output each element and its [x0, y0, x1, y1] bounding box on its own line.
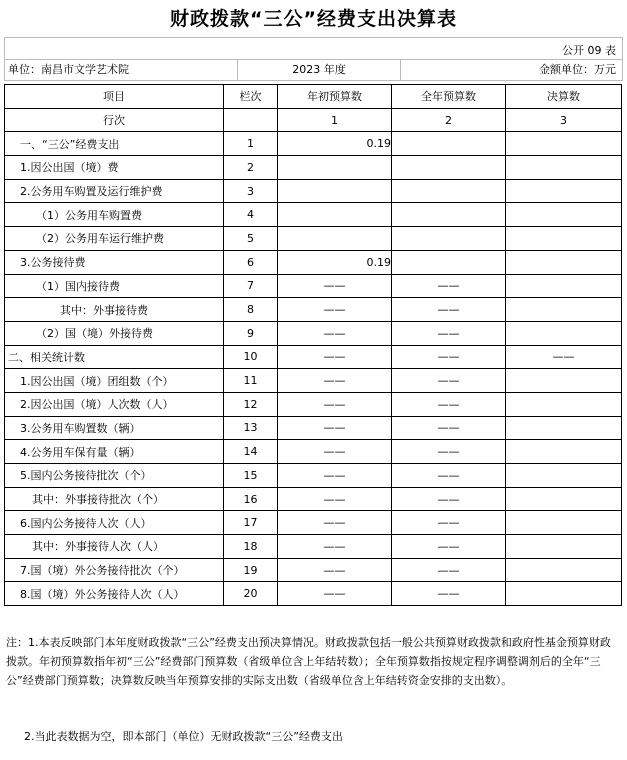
row-final-accounts — [506, 416, 622, 440]
row-budget-full-year — [392, 227, 506, 251]
header-final-accounts: 决算数 — [506, 85, 622, 109]
table-row — [5, 416, 622, 440]
row-final-accounts — [506, 203, 622, 227]
row-col-no: 14 — [224, 440, 278, 464]
unit-info-bar — [4, 59, 623, 81]
row-final-accounts — [506, 558, 622, 582]
row-item-label: 3.公务接待费 — [5, 250, 224, 274]
row-budget-initial: 0.19 — [278, 250, 392, 274]
row-item-label: 6.国内公务接待人次（人） — [5, 511, 224, 535]
header-budget-full-year: 全年预算数 — [392, 85, 506, 109]
row-item-label: （2）公务用车运行维护费 — [5, 227, 224, 251]
header-item: 项目 — [5, 85, 224, 109]
row-col-no: 12 — [224, 392, 278, 416]
unit-name: 单位：南昌市文学艺术院 — [5, 60, 238, 80]
row-budget-initial: —— — [278, 416, 392, 440]
row-budget-initial: —— — [278, 321, 392, 345]
row-final-accounts — [506, 511, 622, 535]
row-item-label: 1.因公出国（境）团组数（个） — [5, 369, 224, 393]
row-budget-initial — [278, 179, 392, 203]
table-row — [5, 392, 622, 416]
row-budget-full-year: —— — [392, 298, 506, 322]
table-row — [5, 558, 622, 582]
table-row — [5, 132, 622, 156]
row-final-accounts — [506, 369, 622, 393]
table-note-2: 2.当此表数据为空，即本部门（单位）无财政拨款“三公”经费支出 — [24, 730, 343, 743]
table-row — [5, 511, 622, 535]
row-final-accounts — [506, 440, 622, 464]
row-budget-initial: —— — [278, 582, 392, 606]
row-budget-initial — [278, 156, 392, 180]
row-budget-full-year: —— — [392, 558, 506, 582]
row-budget-initial: —— — [278, 464, 392, 488]
row-budget-full-year: —— — [392, 464, 506, 488]
table-row — [5, 440, 622, 464]
row-budget-full-year — [392, 156, 506, 180]
row-col-no: 18 — [224, 535, 278, 559]
row-budget-initial: —— — [278, 345, 392, 369]
table-row — [5, 345, 622, 369]
row-budget-initial: —— — [278, 274, 392, 298]
row-budget-full-year: —— — [392, 487, 506, 511]
row-budget-initial: —— — [278, 487, 392, 511]
row-col-no: 10 — [224, 345, 278, 369]
row-item-label: 二、相关统计数 — [5, 345, 224, 369]
row-col-no: 2 — [224, 156, 278, 180]
table-row — [5, 487, 622, 511]
row-col-no: 8 — [224, 298, 278, 322]
row-col-no: 11 — [224, 369, 278, 393]
row-budget-initial: —— — [278, 558, 392, 582]
line-number-row — [5, 108, 622, 132]
row-budget-full-year: —— — [392, 511, 506, 535]
page-title: 财政拨款“三公”经费支出决算表 — [170, 8, 457, 30]
row-col-no: 4 — [224, 203, 278, 227]
row-final-accounts — [506, 298, 622, 322]
row-budget-initial: —— — [278, 298, 392, 322]
row-budget-initial: —— — [278, 440, 392, 464]
table-row — [5, 535, 622, 559]
row-budget-full-year — [392, 132, 506, 156]
row-item-label: 一、“三公”经费支出 — [5, 132, 224, 156]
row-col-no: 15 — [224, 464, 278, 488]
row-col-no: 7 — [224, 274, 278, 298]
row-budget-initial — [278, 227, 392, 251]
row-budget-full-year — [392, 250, 506, 274]
row-item-label: 8.国（境）外公务接待人次（人） — [5, 582, 224, 606]
row-item-label: 其中：外事接待人次（人） — [5, 535, 224, 559]
form-code-bar — [4, 37, 623, 60]
row-final-accounts — [506, 535, 622, 559]
row-item-label: 其中：外事接待批次（个） — [5, 487, 224, 511]
row-budget-full-year: —— — [392, 440, 506, 464]
row-budget-full-year: —— — [392, 321, 506, 345]
row-final-accounts — [506, 321, 622, 345]
table-row — [5, 274, 622, 298]
row-col-no: 17 — [224, 511, 278, 535]
row-item-label: 2.公务用车购置及运行维护费 — [5, 179, 224, 203]
row-budget-initial — [278, 203, 392, 227]
row-budget-full-year: —— — [392, 416, 506, 440]
row-col-no: 5 — [224, 227, 278, 251]
header-col-no: 栏次 — [224, 85, 278, 109]
line-row-c2: 2 — [392, 108, 506, 132]
amount-unit: 金额单位：万元 — [539, 63, 616, 76]
row-item-label: （1）国内接待费 — [5, 274, 224, 298]
row-final-accounts — [506, 250, 622, 274]
row-budget-full-year: —— — [392, 345, 506, 369]
row-final-accounts — [506, 179, 622, 203]
line-row-blank — [224, 108, 278, 132]
row-item-label: 2.因公出国（境）人次数（人） — [5, 392, 224, 416]
row-final-accounts — [506, 392, 622, 416]
table-row — [5, 179, 622, 203]
table-note-1: 注：1.本表反映部门本年度财政拨款“三公”经费支出预决算情况。财政拨款包括一般公共预算财政拨款和政府性基金预算财政拨款。年初预算数指年初“三公”经费部门预算数（省级单位含上年结转数）；全年预算数指按规定程序调整调剂后的全年“三公”经费部门预算数；决算数反映当年预算安排的实际支出数（省级单位含上年结转资金安排的支出数）。 — [6, 636, 611, 687]
row-budget-initial: —— — [278, 535, 392, 559]
line-row-c3: 3 — [506, 108, 622, 132]
row-final-accounts: —— — [506, 345, 622, 369]
header-budget-initial: 年初预算数 — [278, 85, 392, 109]
table-row — [5, 227, 622, 251]
row-item-label: 5.国内公务接待批次（个） — [5, 464, 224, 488]
table-row — [5, 250, 622, 274]
row-col-no: 19 — [224, 558, 278, 582]
row-budget-full-year — [392, 203, 506, 227]
row-budget-initial: —— — [278, 511, 392, 535]
row-col-no: 13 — [224, 416, 278, 440]
row-item-label: 7.国（境）外公务接待批次（个） — [5, 558, 224, 582]
row-budget-full-year: —— — [392, 582, 506, 606]
table-header-row — [5, 85, 622, 109]
row-item-label: （1）公务用车购置费 — [5, 203, 224, 227]
row-item-label: 1.因公出国（境）费 — [5, 156, 224, 180]
row-final-accounts — [506, 487, 622, 511]
row-col-no: 20 — [224, 582, 278, 606]
table-row — [5, 464, 622, 488]
row-budget-initial: —— — [278, 392, 392, 416]
fiscal-year: 2023 年度 — [238, 60, 401, 80]
table-row — [5, 298, 622, 322]
form-code: 公开 09 表 — [562, 44, 616, 57]
row-final-accounts — [506, 132, 622, 156]
row-budget-full-year: —— — [392, 369, 506, 393]
row-col-no: 16 — [224, 487, 278, 511]
row-budget-full-year: —— — [392, 274, 506, 298]
row-item-label: （2）国（境）外接待费 — [5, 321, 224, 345]
row-item-label: 3.公务用车购置数（辆） — [5, 416, 224, 440]
row-budget-full-year: —— — [392, 392, 506, 416]
row-item-label: 4.公务用车保有量（辆） — [5, 440, 224, 464]
row-budget-initial: 0.19 — [278, 132, 392, 156]
table-row — [5, 203, 622, 227]
row-final-accounts — [506, 582, 622, 606]
row-col-no: 6 — [224, 250, 278, 274]
row-final-accounts — [506, 274, 622, 298]
row-item-label: 其中：外事接待费 — [5, 298, 224, 322]
table-row — [5, 321, 622, 345]
row-final-accounts — [506, 227, 622, 251]
row-final-accounts — [506, 156, 622, 180]
row-budget-initial: —— — [278, 369, 392, 393]
row-col-no: 9 — [224, 321, 278, 345]
table-row — [5, 156, 622, 180]
line-row-label: 行次 — [5, 108, 224, 132]
row-col-no: 1 — [224, 132, 278, 156]
table-row — [5, 582, 622, 606]
row-col-no: 3 — [224, 179, 278, 203]
row-budget-full-year: —— — [392, 535, 506, 559]
three-public-expenses-table — [4, 84, 622, 606]
line-row-c1: 1 — [278, 108, 392, 132]
row-budget-full-year — [392, 179, 506, 203]
row-final-accounts — [506, 464, 622, 488]
table-row — [5, 369, 622, 393]
